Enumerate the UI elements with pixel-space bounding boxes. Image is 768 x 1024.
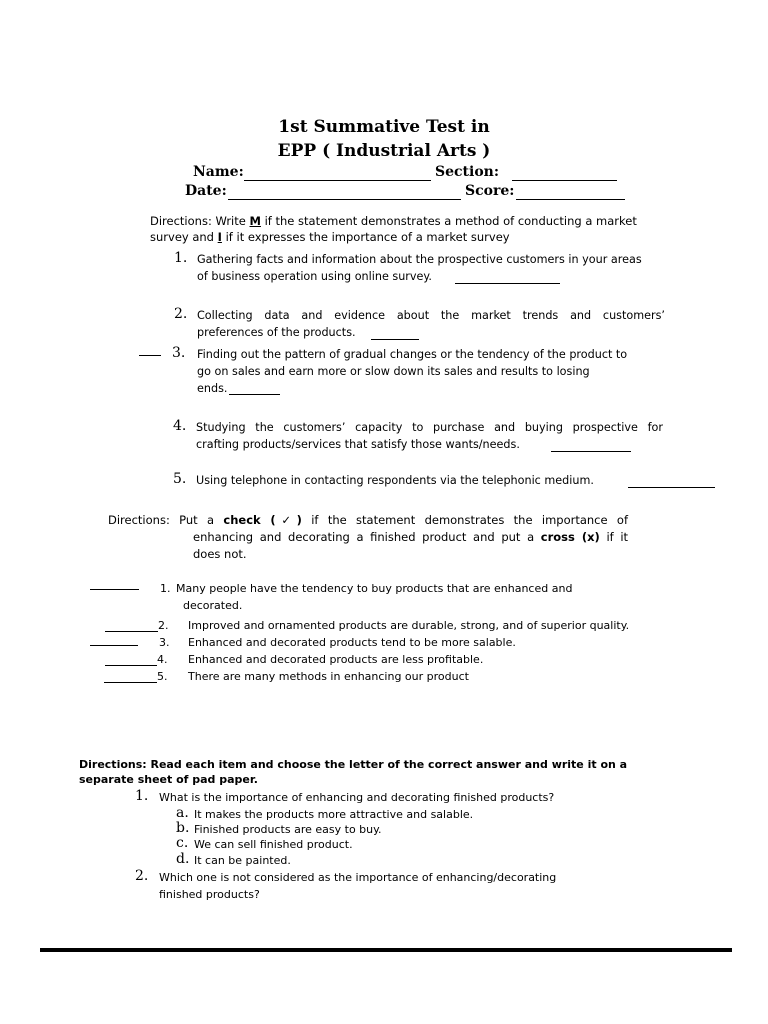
q1-choice-d-letter: d. xyxy=(176,851,190,867)
p1-item-1-answer-blank[interactable] xyxy=(455,283,560,284)
p1-item-1-text-2: of business operation using online survey. xyxy=(197,270,432,283)
part2-directions-line1: Directions: Put a check (✓) if the statement demonstrates the importance of xyxy=(108,513,629,527)
q1-choice-a-letter: a. xyxy=(176,805,189,821)
p1-item-5-number: 5. xyxy=(173,471,187,487)
test-title: 1st Summative Test in xyxy=(278,117,490,137)
p1-item-3-text-3: ends. xyxy=(197,382,228,395)
name-blank[interactable] xyxy=(244,180,431,181)
date-label: Date: xyxy=(185,183,227,199)
p1-item-3-number: 3. xyxy=(172,345,186,361)
section-blank[interactable] xyxy=(512,180,617,181)
p2-item-2-number: 2. xyxy=(158,619,169,632)
q1-choice-d-text[interactable]: It can be painted. xyxy=(194,854,291,867)
p1-item-3-text: Finding out the pattern of gradual changes or the tendency of the product to xyxy=(197,348,628,361)
q1-choice-c-text[interactable]: We can sell finished product. xyxy=(194,838,353,851)
q2-text: Which one is not considered as the importance of enhancing/decorating xyxy=(159,871,557,884)
p1-item-3-text-2: go on sales and earn more or slow down its sales and results to losing xyxy=(197,365,590,378)
p2-item-4-number: 4. xyxy=(157,653,168,666)
p1-item-5-text: Using telephone in contacting respondents via the telephonic medium. xyxy=(196,474,594,487)
q1-choice-a-text[interactable]: It makes the products more attractive and salable. xyxy=(194,808,474,821)
p2-item-1-text: Many people have the tendency to buy products that are enhanced and xyxy=(176,582,573,595)
part3-directions-line1: Directions: Read each item and choose the letter of the correct answer and write it on a xyxy=(79,758,628,771)
p1-item-3-answer-blank[interactable] xyxy=(139,355,161,356)
p1-item-2-text: Collecting data and evidence about the market trends and customers’ xyxy=(197,309,665,322)
test-subject: EPP ( Industrial Arts ) xyxy=(277,141,491,161)
p2-item-3-text: Enhanced and decorated products tend to be more salable. xyxy=(188,636,516,649)
section-label: Section: xyxy=(435,164,500,180)
p1-item-4-number: 4. xyxy=(173,418,187,434)
p2-item-3-number: 3. xyxy=(159,636,170,649)
part1-directions-line2: survey and I if it expresses the importance of a market survey xyxy=(150,230,510,244)
p1-item-3-end-blank[interactable] xyxy=(229,394,280,395)
part3-directions-line2: separate sheet of pad paper. xyxy=(79,773,258,786)
name-label: Name: xyxy=(193,164,244,180)
part2-directions-line3: does not. xyxy=(193,547,247,561)
q1-choice-c-letter: c. xyxy=(176,835,189,851)
q2-number: 2. xyxy=(135,868,149,884)
q1-text: What is the importance of enhancing and decorating finished products? xyxy=(159,791,555,804)
p1-item-1-text: Gathering facts and information about the prospective customers in your areas xyxy=(197,253,642,266)
part2-directions-line2: enhancing and decorating a finished product and put a cross (x) if it xyxy=(193,530,629,544)
p2-item-3-answer-blank[interactable] xyxy=(90,645,138,646)
p2-item-4-answer-blank[interactable] xyxy=(105,665,157,666)
q1-choice-b-text[interactable]: Finished products are easy to buy. xyxy=(194,823,382,836)
p2-item-2-text: Improved and ornamented products are durable, strong, and of superior quality. xyxy=(188,619,630,632)
p1-item-4-text: Studying the customers’ capacity to purchase and buying prospective for xyxy=(196,421,663,434)
p1-item-2-number: 2. xyxy=(174,306,188,322)
page-bottom-rule xyxy=(40,948,732,952)
p2-item-2-answer-blank[interactable] xyxy=(105,631,158,632)
date-blank[interactable] xyxy=(228,199,461,200)
score-label: Score: xyxy=(465,183,515,199)
p1-item-2-answer-blank[interactable] xyxy=(371,339,419,340)
p2-item-5-number: 5. xyxy=(157,670,168,683)
p1-item-4-text-2: crafting products/services that satisfy those wants/needs. xyxy=(196,438,520,451)
p2-item-5-text: There are many methods in enhancing our product xyxy=(188,670,469,683)
score-blank[interactable] xyxy=(516,199,625,200)
p2-item-1-answer-blank[interactable] xyxy=(90,589,139,590)
p2-item-4-text: Enhanced and decorated products are less profitable. xyxy=(188,653,484,666)
part1-directions-line1: Directions: Write M if the statement demonstrates a method of conducting a market xyxy=(150,214,637,228)
p2-item-5-answer-blank[interactable] xyxy=(104,682,157,683)
p1-item-4-answer-blank[interactable] xyxy=(551,451,631,452)
q1-choice-b-letter: b. xyxy=(176,820,190,836)
p1-item-1-number: 1. xyxy=(174,250,188,266)
q2-text-2: finished products? xyxy=(159,888,260,901)
p1-item-2-text-2: preferences of the products. xyxy=(197,326,356,339)
q1-number: 1. xyxy=(135,788,149,804)
p1-item-5-answer-blank[interactable] xyxy=(628,487,715,488)
p2-item-1-text-2: decorated. xyxy=(183,599,243,612)
p2-item-1-number: 1. xyxy=(160,582,171,595)
